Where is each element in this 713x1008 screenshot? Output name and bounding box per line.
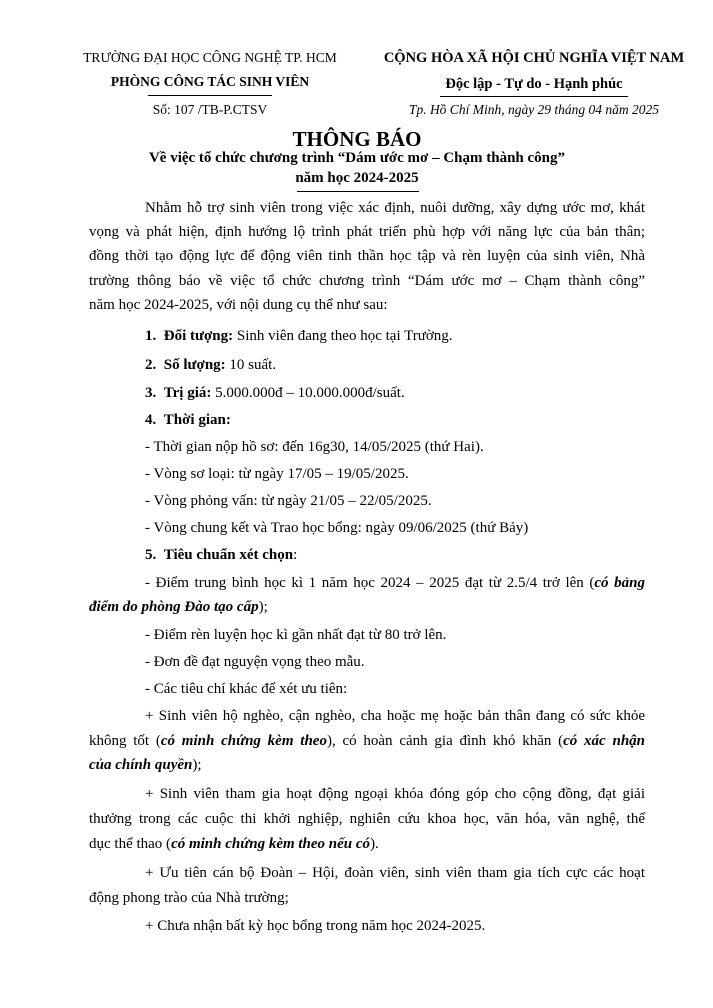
priority-poor-line-1: + Sinh viên hộ nghèo, cận nghèo, cha hoặc mẹ hoặc bản thân đang có sức khỏe: [145, 708, 645, 724]
priority-poor-evidence: có minh chứng kèm theo: [160, 733, 327, 749]
criteria-other: - Các tiêu chí khác để xét ưu tiên:: [145, 681, 348, 697]
intro-line-4: trường thông báo về việc tổ chức chương trình “Dám ước mơ – Chạm thành công”: [89, 273, 645, 289]
criteria-gpa-line-1: [145, 575, 645, 592]
criteria-gpa-emphasis-1: có bảng: [594, 575, 646, 591]
priority-union-line-2: động phong trào của Nhà trường;: [89, 890, 289, 906]
item-target-label: Đối tượng:: [163, 328, 234, 344]
item-target-num: 1.: [145, 328, 157, 344]
item-value-text: 5.000.000đ – 10.000.000đ/suất.: [211, 385, 405, 401]
item-criteria: [145, 547, 297, 564]
department-name: PHÒNG CÔNG TÁC SINH VIÊN: [110, 74, 310, 89]
criteria-gpa-line-2: [89, 599, 268, 616]
item-time-num: 4.: [145, 412, 157, 428]
priority-no-scholarship: + Chưa nhận bất kỳ học bổng trong năm học 2024-2025.: [145, 918, 486, 934]
left-header-rule: [148, 95, 272, 96]
priority-poor-confirm: có xác nhận: [563, 733, 646, 749]
intro-line-5: năm học 2024-2025, với nội dung cụ thể như sau:: [89, 297, 388, 313]
item-criteria-num: 5.: [145, 547, 157, 563]
priority-activity-line-1: + Sinh viên tham gia hoạt động ngoại khóa đóng góp cho cộng đồng, đạt giải: [145, 786, 645, 802]
criteria-gpa-end: );: [258, 599, 268, 615]
item-quantity-text: 10 suất.: [225, 357, 277, 373]
intro-line-1: Nhằm hỗ trợ sinh viên trong việc xác định, nuôi dưỡng, xây dựng ước mơ, khát: [145, 200, 645, 216]
priority-activity-evidence: có minh chứng kèm theo nếu có: [171, 836, 371, 852]
criteria-gpa-text: - Điểm trung bình học kì 1 năm học 2024 – 2025 đạt từ 2.5/4 trở lên (: [145, 575, 595, 591]
priority-poor-end: );: [192, 757, 202, 773]
priority-activity-line-3: [89, 836, 379, 853]
item-value-label: Trị giá:: [163, 385, 212, 401]
item-target-text: Sinh viên đang theo học tại Trường.: [233, 328, 453, 344]
right-header-rule: [440, 96, 628, 97]
priority-poor-text-b: ), có hoàn cảnh gia đình khó khăn (: [326, 733, 564, 749]
title-rule: [297, 191, 419, 192]
priority-poor-line-3: [89, 757, 202, 774]
country-name: CỘNG HÒA XÃ HỘI CHỦ NGHĨA VIỆT NAM: [383, 50, 685, 66]
item-quantity-label: Số lượng:: [163, 357, 226, 373]
schedule-final: - Vòng chung kết và Trao học bổng: ngày 09/06/2025 (thứ Bảy): [145, 520, 529, 536]
intro-line-3: đồng thời tạo động lực để động viên tinh thần học tập và rèn luyện của sinh viên, Nhà: [89, 248, 645, 264]
item-target: [145, 328, 453, 345]
priority-activity-end: ).: [370, 836, 379, 852]
criteria-gpa-emphasis-2: điểm do phòng Đào tạo cấp: [89, 599, 259, 615]
item-quantity-num: 2.: [145, 357, 157, 373]
priority-activity-text-a: dục thể thao (: [89, 836, 172, 852]
national-motto: Độc lập - Tự do - Hạnh phúc: [445, 76, 623, 92]
item-quantity: [145, 357, 276, 374]
item-criteria-label: Tiêu chuẩn xét chọn: [163, 547, 294, 563]
priority-union-line-1: + Ưu tiên cán bộ Đoàn – Hội, đoàn viên, sinh viên tham gia tích cực các hoạt: [145, 865, 645, 881]
document-title: THÔNG BÁO: [292, 127, 422, 151]
intro-line-2: vọng và phát hiện, định hướng lộ trình phát triển phù hợp với năng lực của bản thân;: [89, 224, 645, 240]
schedule-preliminary: - Vòng sơ loại: từ ngày 17/05 – 19/05/2025.: [145, 466, 409, 482]
document-subtitle-year: năm học 2024-2025: [295, 170, 419, 186]
priority-poor-text-a: không tốt (: [89, 733, 161, 749]
criteria-application: - Đơn đề đạt nguyện vọng theo mẫu.: [145, 654, 365, 670]
document-number: Số: 107 /TB-P.CTSV: [152, 102, 268, 117]
criteria-conduct: - Điểm rèn luyện học kì gần nhất đạt từ 80 trở lên.: [145, 627, 447, 643]
item-value-num: 3.: [145, 385, 157, 401]
university-name: TRƯỜNG ĐẠI HỌC CÔNG NGHỆ TP. HCM: [83, 50, 337, 65]
item-time-label: Thời gian:: [163, 412, 231, 428]
priority-poor-line-2: [89, 733, 645, 750]
item-time: [145, 412, 231, 429]
priority-activity-line-2: thưởng trong các cuộc thi khởi nghiệp, nghiên cứu khoa học, văn hóa, văn nghệ, thể: [89, 811, 645, 827]
item-value: [145, 385, 405, 402]
schedule-interview: - Vòng phỏng vấn: từ ngày 21/05 – 22/05/2025.: [145, 493, 432, 509]
document-subtitle: Về việc tổ chức chương trình “Dám ước mơ – Chạm thành công”: [148, 150, 566, 166]
issue-date: Tp. Hồ Chí Minh, ngày 29 tháng 04 năm 2025: [408, 102, 660, 117]
schedule-submission: - Thời gian nộp hồ sơ: đến 16g30, 14/05/2025 (thứ Hai).: [145, 439, 484, 455]
priority-poor-authority: của chính quyền: [89, 757, 193, 773]
item-criteria-colon: :: [293, 547, 298, 563]
